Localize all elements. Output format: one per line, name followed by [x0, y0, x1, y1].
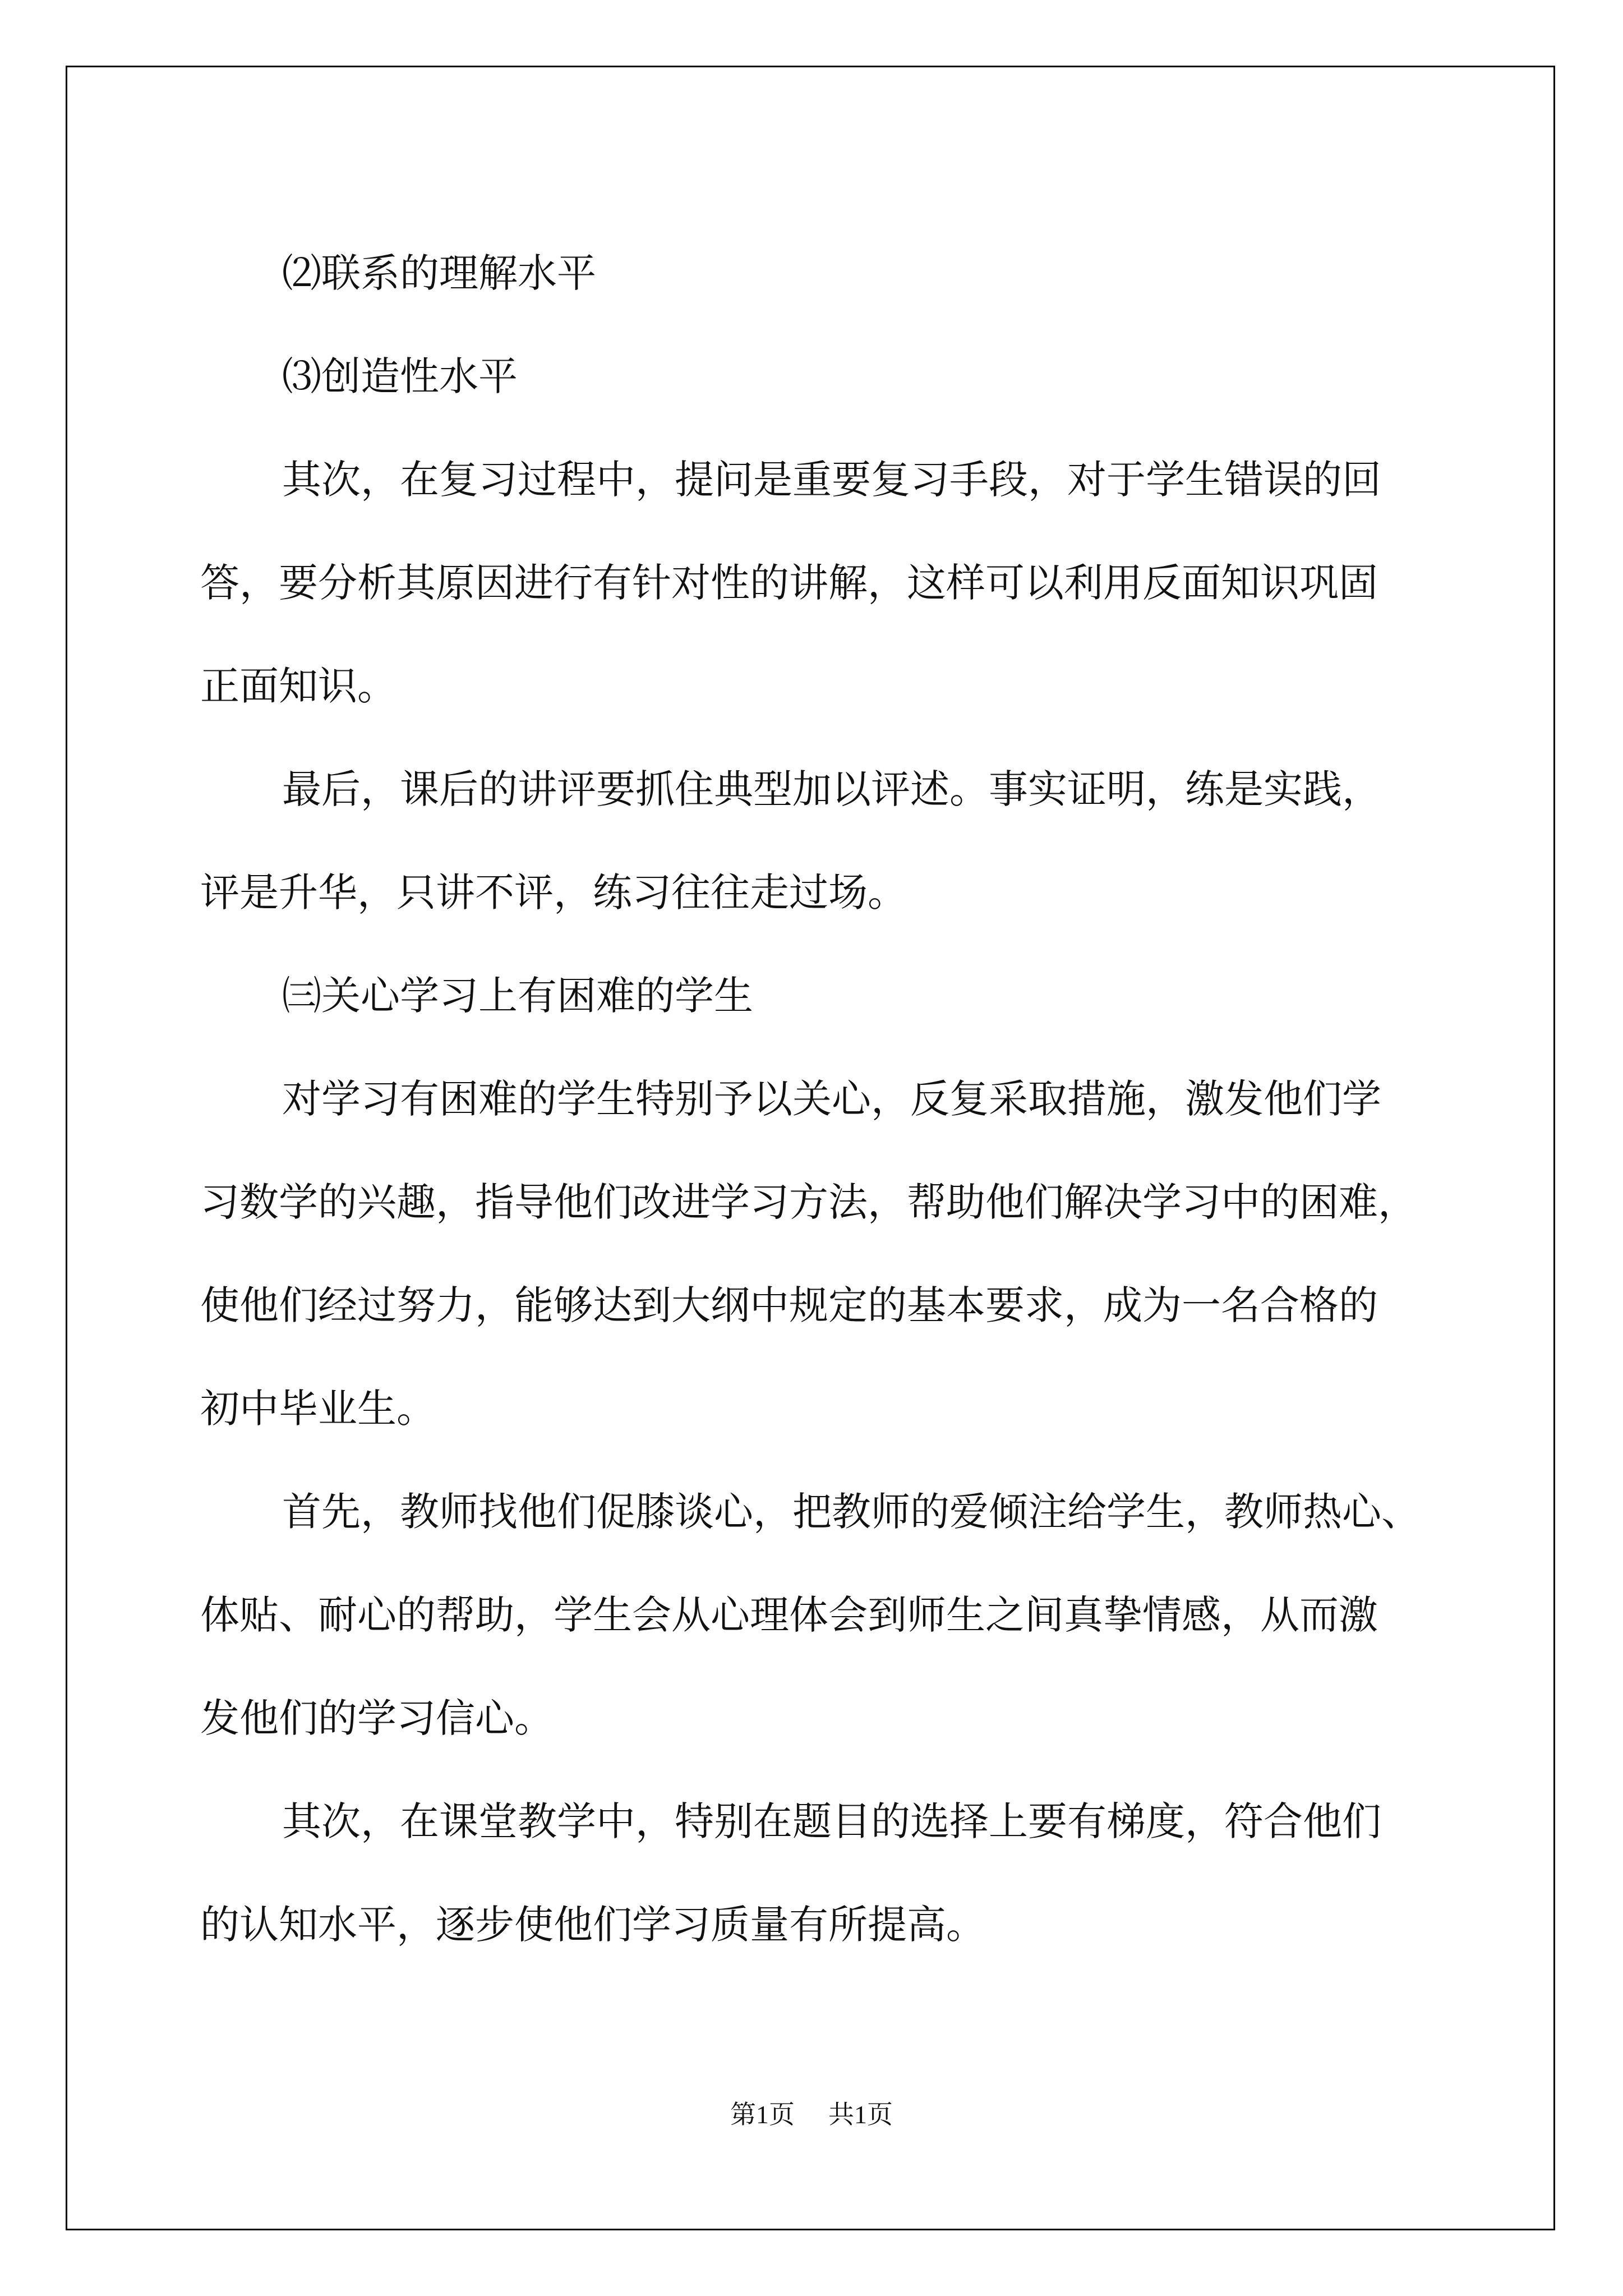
text-line: 对学习有困难的学生特别予以关心，反复采取措施，激发他们学	[282, 1076, 1381, 1122]
text-line: 评是升华，只讲不评，练习往往走过场。	[200, 869, 907, 915]
paragraph	[200, 1770, 1440, 1976]
paragraph	[200, 738, 1440, 944]
text-line: 首先，教师找他们促膝谈心，把教师的爱倾注给学生，教师热心、	[282, 1489, 1421, 1535]
text-line: 体贴、耐心的帮助，学生会从心理体会到师生之间真挚情感，从而激	[200, 1592, 1378, 1638]
page-footer	[0, 2098, 1623, 2132]
text-line: ⑵联系的理解水平	[282, 250, 596, 296]
text-line: 的认知水平，逐步使他们学习质量有所提高。	[200, 1902, 985, 1948]
text-line: 其次，在复习过程中，提问是重要复习手段，对于学生错误的回	[282, 457, 1381, 503]
text-line: 初中毕业生。	[200, 1386, 436, 1432]
text-line: 答，要分析其原因进行有针对性的讲解，这样可以利用反面知识巩固	[200, 560, 1378, 606]
text-line: 使他们经过努力，能够达到大纲中规定的基本要求，成为一名合格的	[200, 1282, 1378, 1328]
text-line: 其次，在课堂教学中，特别在题目的选择上要有梯度，符合他们	[282, 1798, 1381, 1844]
page-number: 第1页	[730, 2100, 795, 2129]
text-line: 最后，课后的讲评要抓住典型加以评述。事实证明，练是实践，	[282, 766, 1381, 812]
text-line: 习数学的兴趣，指导他们改进学习方法，帮助他们解决学习中的困难，	[200, 1179, 1417, 1225]
paragraph	[200, 222, 1440, 325]
text-line: ㈢关心学习上有困难的学生	[282, 973, 753, 1019]
paragraph	[200, 325, 1440, 428]
paragraph	[200, 428, 1440, 738]
page-total: 共1页	[828, 2100, 893, 2129]
paragraph	[200, 1460, 1440, 1770]
paragraph	[200, 1047, 1440, 1460]
document-body	[200, 222, 1440, 1976]
text-line: 发他们的学习信心。	[200, 1695, 554, 1741]
section-heading	[200, 944, 1440, 1047]
text-line: 正面知识。	[200, 663, 396, 709]
text-line: ⑶创造性水平	[282, 353, 518, 399]
